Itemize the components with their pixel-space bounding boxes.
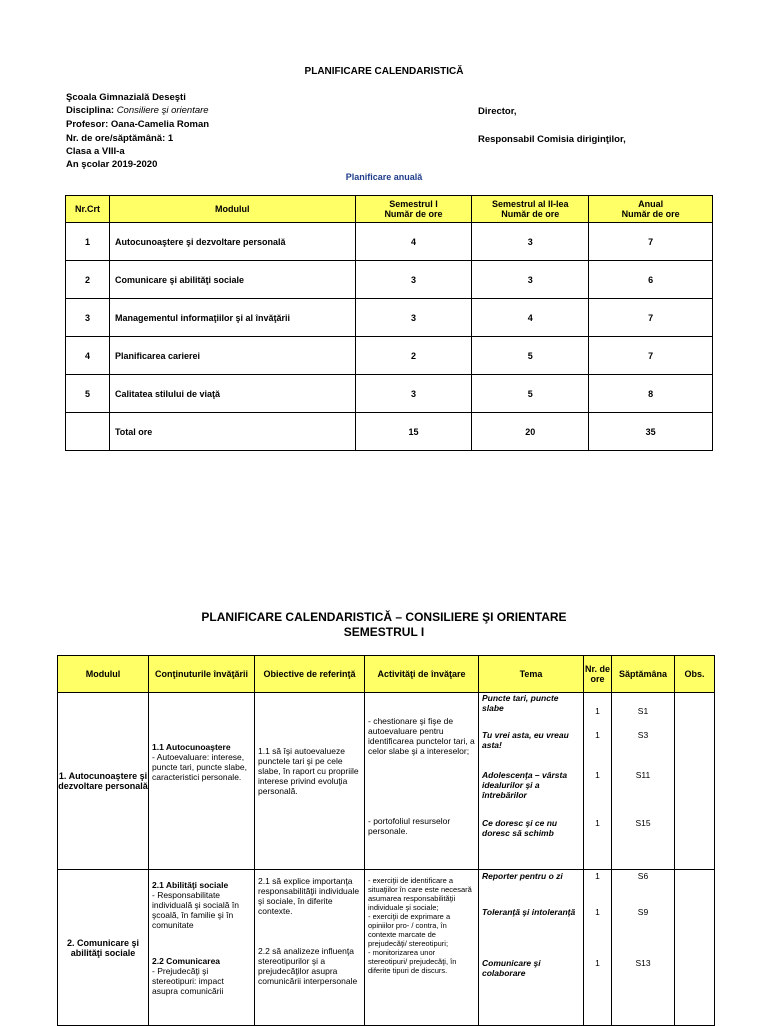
module1-hours-4: 1 <box>595 818 600 828</box>
row-sem1: 3 <box>355 299 472 337</box>
director-signature: Director, <box>478 106 517 117</box>
row-module: Managementul informaţiilor şi al învăţării <box>109 299 355 337</box>
module2-topic-3: Comunicare şi colaborare <box>482 958 541 978</box>
row-nr: 2 <box>66 261 110 299</box>
responsible-signature: Responsabil Comisia diriginţilor, <box>478 134 626 145</box>
row-annual: 6 <box>589 261 713 299</box>
row-sem1: 3 <box>355 261 472 299</box>
table-row <box>66 299 713 337</box>
row-sem1: 2 <box>355 337 472 375</box>
header-sem2: Semestrul al II-lea Număr de ore <box>472 196 589 223</box>
module1-hours-1: 1 <box>595 706 600 716</box>
module1-topic-1: Puncte tari, puncte slabe <box>482 693 559 713</box>
annual-plan-table <box>65 195 713 451</box>
module1-row <box>58 693 715 870</box>
row-module: Calitatea stilului de viaţă <box>109 375 355 413</box>
module1-week-1: S1 <box>637 706 649 716</box>
module1-topic-2: Tu vrei asta, eu vreau asta! <box>482 730 569 750</box>
module2-content2-body: - Prejudecăţi şi stereotipuri: impact asupra comunicării <box>152 966 224 996</box>
document-title: PLANIFICARE CALENDARISTICĂ <box>304 66 464 77</box>
row-nr: 5 <box>66 375 110 413</box>
annual-subtitle: Planificare anuală <box>345 172 423 182</box>
row-nr: 4 <box>66 337 110 375</box>
module1-obs <box>675 693 715 870</box>
row-module: Comunicare şi abilităţi sociale <box>109 261 355 299</box>
discipline-line <box>66 105 209 117</box>
row-nr <box>66 413 110 451</box>
semester-title <box>0 610 768 640</box>
row-sem2: 3 <box>472 223 589 261</box>
row-module: Total ore <box>109 413 355 451</box>
module1-topic-3: Adolescenţa – vârsta idealurilor şi a întrebărilor <box>482 770 568 800</box>
row-sem1: 4 <box>355 223 472 261</box>
header-module: Modulul <box>58 656 149 693</box>
table-row <box>66 337 713 375</box>
row-sem2: 5 <box>472 337 589 375</box>
header-nrcrt: Nr.Crt <box>66 196 110 223</box>
module1-objective: 1.1 să îşi autoevalueze punctele tari şi pe cele slabe, în raport cu propriile interese privind evoluţia personală. <box>258 746 359 796</box>
row-nr: 1 <box>66 223 110 261</box>
module2-row <box>58 870 715 1026</box>
row-sem2: 20 <box>472 413 589 451</box>
module1-week-4: S15 <box>635 818 651 828</box>
module1-content-title: 1.1 Autocunoaştere <box>152 742 231 752</box>
class-name: Clasa a VIII-a <box>66 146 125 157</box>
discipline-value: Consiliere şi orientare <box>116 105 209 116</box>
module2-topic-1: Reporter pentru o zi <box>482 871 563 881</box>
header-week: Săptămâna <box>612 656 675 693</box>
header-activities: Activităţi de învăţare <box>365 656 479 693</box>
semester-plan-table <box>57 655 715 1026</box>
module2-hours-2: 1 <box>595 907 600 917</box>
module1-activity1: - chestionare şi fişe de autoevaluare pentru identificarea punctelor tari, a celor slabe şi a intereselor; <box>368 716 475 756</box>
module2-obs <box>675 870 715 1026</box>
module2-week-1: S6 <box>637 871 649 881</box>
weekly-hours: Nr. de ore/săptămână: 1 <box>66 133 174 144</box>
header-annual: Anual Număr de ore <box>589 196 713 223</box>
module2-hours-3: 1 <box>595 958 600 968</box>
module2-content2-title: 2.2 Comunicarea <box>152 956 221 966</box>
discipline-label: Disciplina: <box>66 105 115 116</box>
module2-hours-1: 1 <box>595 871 600 881</box>
semester-title-line1: PLANIFICARE CALENDARISTICĂ – CONSILIERE ŞI ORIENTARE <box>201 610 567 624</box>
table-row <box>66 375 713 413</box>
teacher-name: Profesor: Oana-Camelia Roman <box>66 119 210 130</box>
module2-objective1: 2.1 să explice importanţa responsabilităţii individuale şi sociale, în diferite contexte. <box>258 876 360 916</box>
row-annual: 7 <box>589 299 713 337</box>
row-module: Planificarea carierei <box>109 337 355 375</box>
module1-hours-3: 1 <box>595 770 600 780</box>
table-header-row <box>58 656 715 693</box>
total-row <box>66 413 713 451</box>
semester-title-line2: SEMESTRUL I <box>343 625 425 639</box>
header-objectives: Obiective de referinţă <box>255 656 365 693</box>
module2-objective2: 2.2 să analizeze influenţa stereotipurilor şi a prejudecăţilor asupra comunicării interpersonale <box>258 946 358 986</box>
header-obs: Obs. <box>675 656 715 693</box>
module1-content-body: - Autoevaluare: interese, puncte tari, puncte slabe, caracteristici personale. <box>152 752 247 782</box>
module2-content1-title: 2.1 Abilităţi sociale <box>152 880 229 890</box>
row-annual: 35 <box>589 413 713 451</box>
module1-hours-2: 1 <box>595 730 600 740</box>
row-sem2: 5 <box>472 375 589 413</box>
module1-week-3: S11 <box>635 770 651 780</box>
row-annual: 7 <box>589 337 713 375</box>
module1-name: 1. Autocunoaştere şi dezvoltare personală <box>58 771 148 791</box>
header-content: Conţinuturile învăţării <box>149 656 255 693</box>
module2-content1-body: - Responsabilitate individuală şi socială în şcoală, în familie şi în comunitate <box>152 890 239 930</box>
row-nr: 3 <box>66 299 110 337</box>
module2-week-2: S9 <box>637 907 649 917</box>
row-sem1: 15 <box>355 413 472 451</box>
table-header-row <box>66 196 713 223</box>
header-sem1: Semestrul I Număr de ore <box>355 196 472 223</box>
header-module: Modulul <box>109 196 355 223</box>
module1-activity2: - portofoliul resurselor personale. <box>368 816 451 836</box>
row-annual: 7 <box>589 223 713 261</box>
module2-topic-2: Toleranţă şi intoleranţă <box>482 907 576 917</box>
school-name: Şcoala Gimnazială Deseşti <box>66 92 186 103</box>
row-sem2: 4 <box>472 299 589 337</box>
row-sem2: 3 <box>472 261 589 299</box>
table-row <box>66 261 713 299</box>
module1-week-2: S3 <box>637 730 649 740</box>
row-module: Autocunoaştere şi dezvoltare personală <box>109 223 355 261</box>
module1-topic-4: Ce doresc şi ce nu doresc să schimb <box>482 818 558 838</box>
module2-name: 2. Comunicare şi abilităţi sociale <box>66 937 140 958</box>
school-year: An şcolar 2019-2020 <box>66 159 158 170</box>
header-topic: Tema <box>479 656 584 693</box>
row-annual: 8 <box>589 375 713 413</box>
module2-week-3: S13 <box>635 958 651 968</box>
header-hours: Nr. de ore <box>584 656 612 693</box>
module2-activities: - exerciţii de identificare a situaţiilor în care este necesară asumarea responsabilităţii individuale şi sociale; - exerciţii de exprimare a opiniilor pro- / contra, în contexte marcate de prejudecăţi/ stereotipuri; - monitorizarea unor stereotipuri/ prejudecăţi, în diferite tipuri de discurs. <box>368 876 472 975</box>
table-row <box>66 223 713 261</box>
row-sem1: 3 <box>355 375 472 413</box>
